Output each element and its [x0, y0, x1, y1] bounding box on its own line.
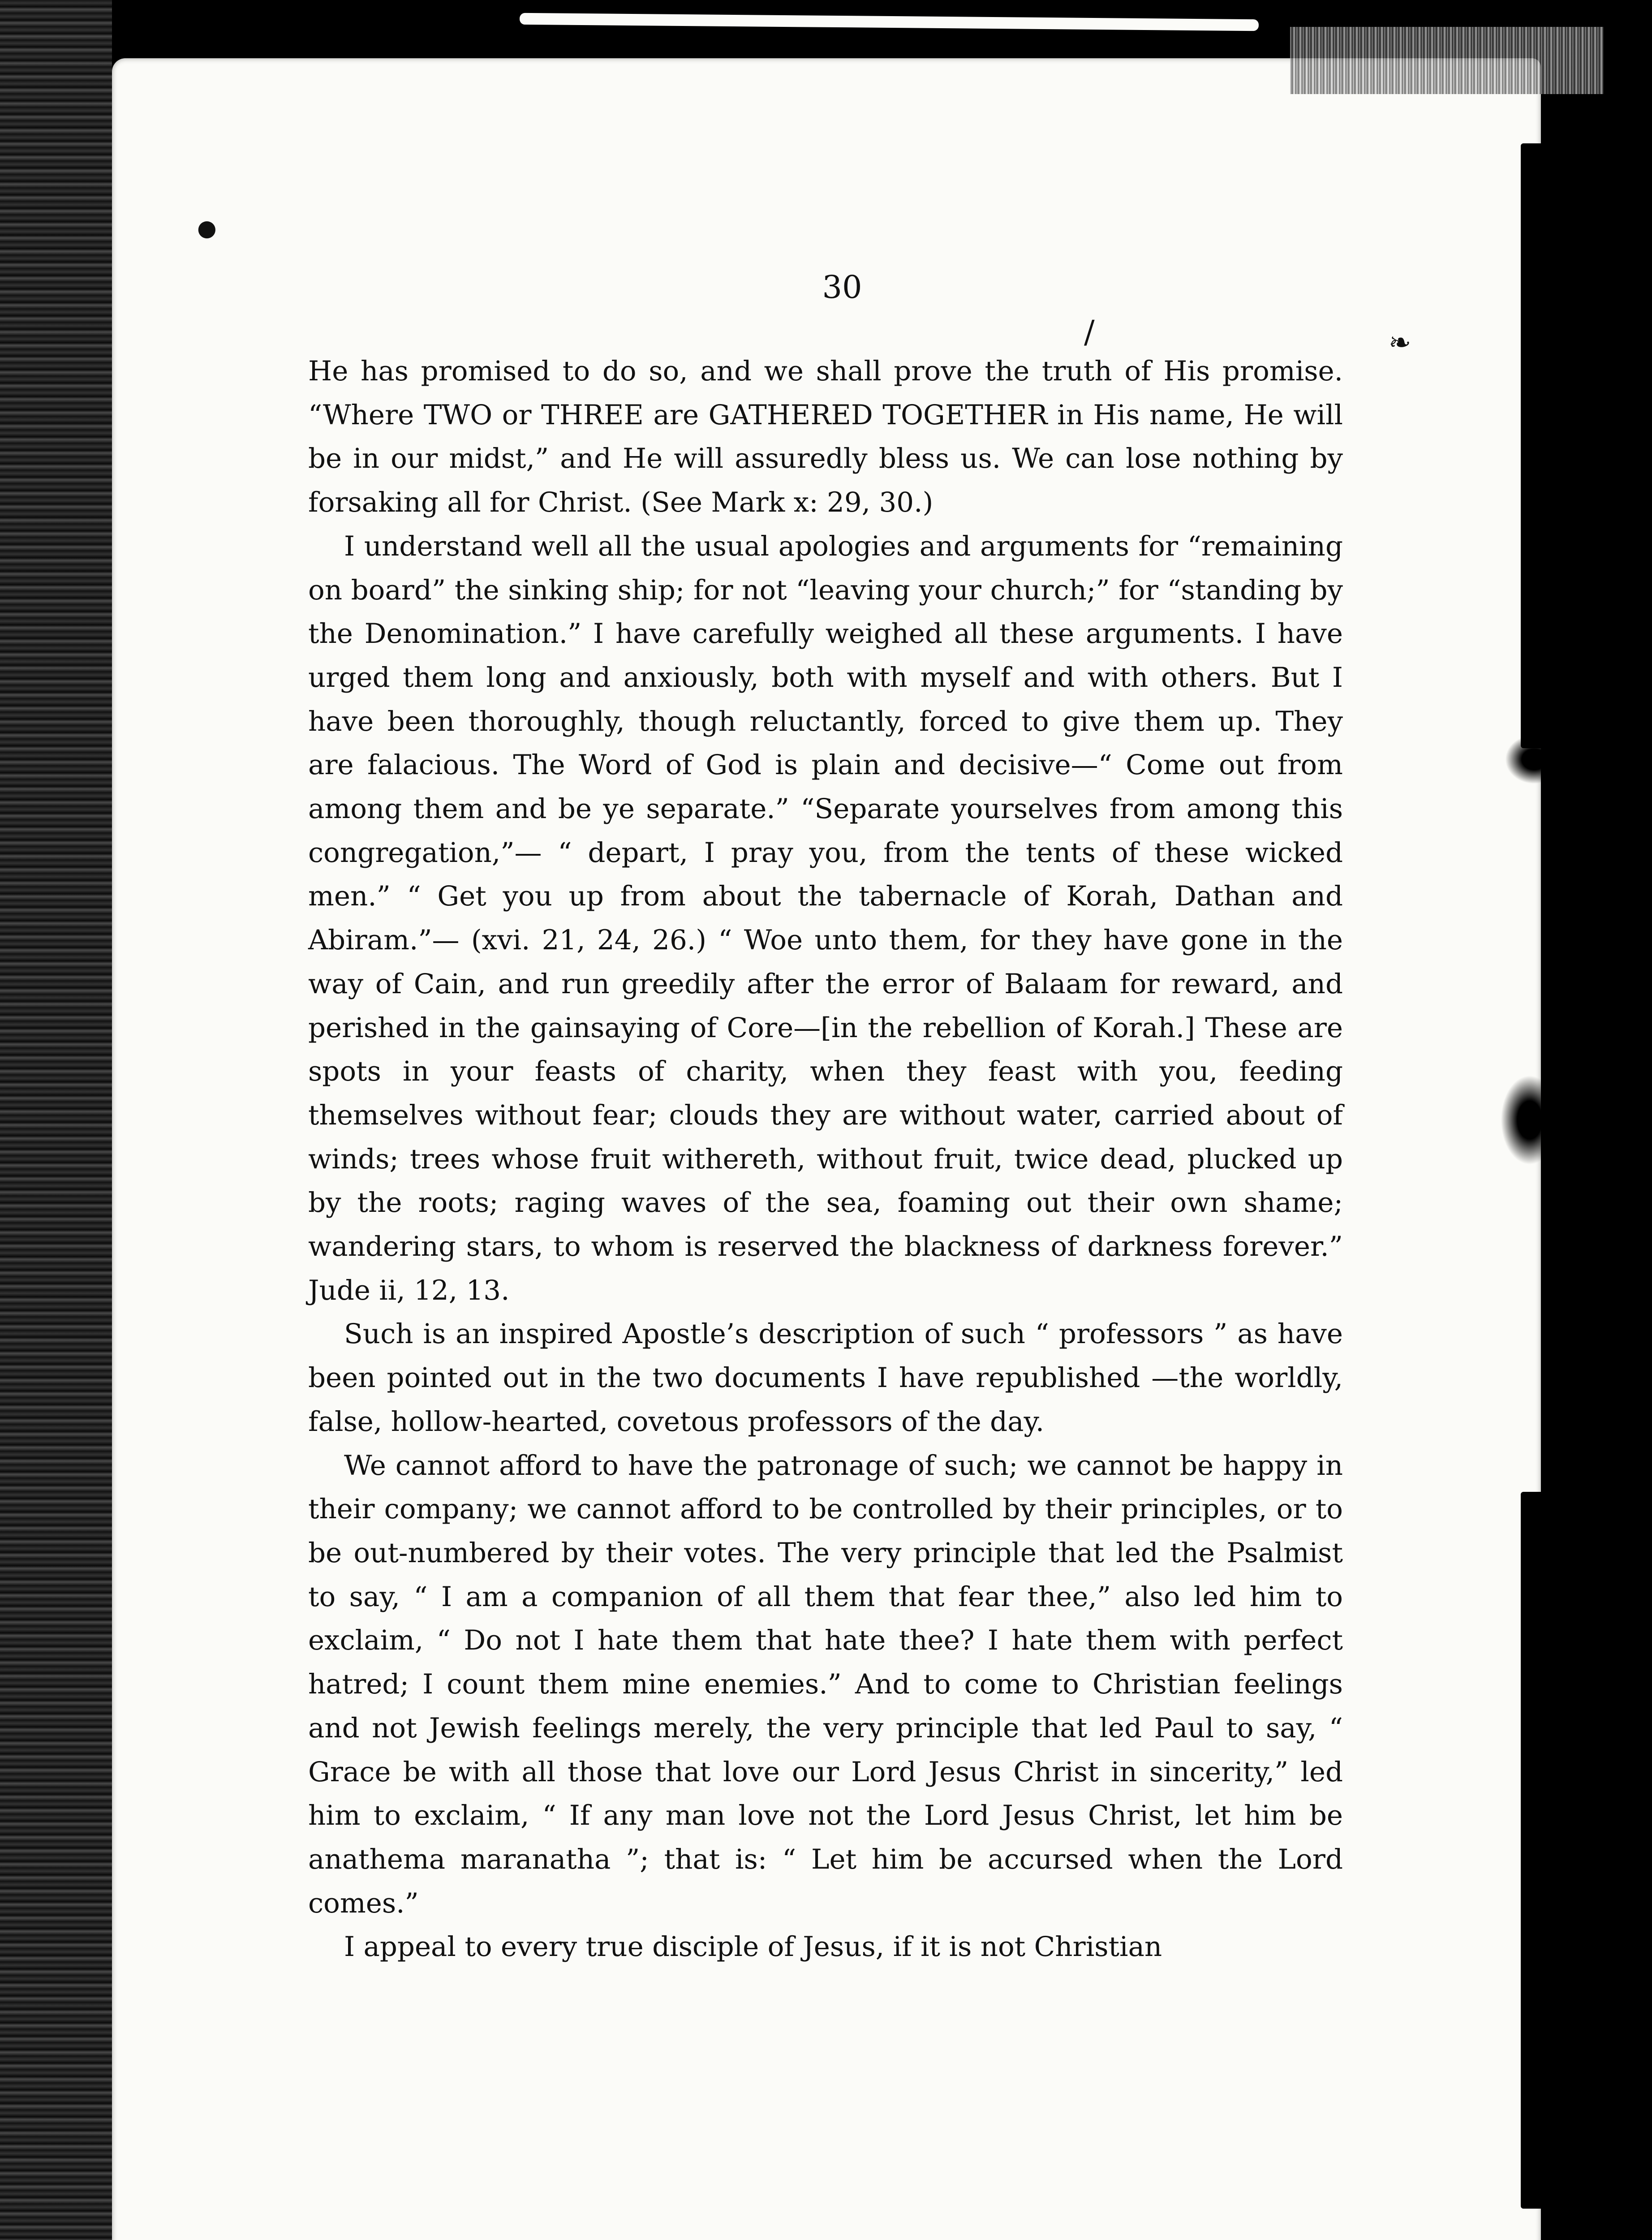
paragraph: We cannot afford to have the patronage of such; we cannot be happy in their company; we cannot afford to be controlled by their principles, or to be out-numbered by their votes. The very principle that led the Psalmist to say, “ I am a companion of all them that fear thee,” also led him to exclaim, “ Do not I hate them that hate thee? I hate them with perfect hatred; I count them mine enemies.” And to come to Christian feelings and not Jewish feelings merely, the very principle that led Paul to say, “ Grace be with all those that love our Lord Jesus Christ in sincerity,” led him to exclaim, “ If any man love not the Lord Jesus Christ, let him be anathema maranatha ”; that is: “ Let him be accursed when the Lord comes.” — [308, 1449, 1343, 1919]
paragraph: I understand well all the usual apologies and arguments for “remaining on board” the sinking ship; for not “leaving your church;” for “standing by the Denomination.” I have carefully weighed all these arguments. I have urged them long and anxiously, both with myself and with others. But I have been thoroughly, though reluctantly, forced to give them up. They are falacious. The Word of God is plain and decisive—“ Come out from among them and be ye separate.” “Separate yourselves from among this congregation,”— “ depart, I pray you, from the tents of these wicked men.” “ Get you up from about the tabernacle of Korah, Dathan and Abiram.”— (xvi. 21, 24, 26.) “ Woe unto them, for they have gone in the way of Cain, and run greedily after the error of Balaam for reward, and perished in the gainsaying of Core—[in the rebellion of Korah.] These are spots in your feasts of charity, when they feast with you, feeding themselves without fear; clouds they are without water, carried about of winds; trees whose fruit withereth, without fruit, twice dead, plucked up by the roots; raging waves of the sea, foaming out their own shame; wandering stars, to whom is reserved the blackness of darkness forever.” Jude ii, 12, 13. — [308, 530, 1343, 1306]
scan-blot-right-1 — [1505, 735, 1563, 784]
right-scan-shadow-upper — [1521, 143, 1552, 748]
scan-blot-right-2 — [1501, 1075, 1559, 1165]
right-scan-shadow-lower — [1521, 1492, 1557, 2209]
paragraph: Such is an inspired Apostle’s description of such “ professors ” as have been pointed out in the two documents I have republished —the worldly, false, hollow-hearted, covetous professors of the day. — [308, 1318, 1343, 1438]
paragraph: He has promised to do so, and we shall prove the truth of His promise. “Where TWO or THREE are GATHERED TOGETHER in His name, He will be in our midst,” and He will assuredly bless us. We can lose nothing by forsaking all for Christ. (See Mark x: 29, 30.) — [308, 355, 1343, 519]
stray-ink-mark: / — [1084, 314, 1095, 350]
top-scan-streak — [520, 13, 1259, 31]
stray-ink-mark: ❧ — [1389, 327, 1411, 358]
paragraph: I appeal to every true disciple of Jesus, if it is not Christian — [344, 1931, 1162, 1963]
left-scan-edge — [0, 0, 112, 2240]
page-number: 30 — [822, 269, 862, 306]
stray-ink-mark: ● — [197, 215, 217, 241]
top-right-scan-noise — [1290, 27, 1604, 94]
body-text — [308, 349, 1343, 1969]
